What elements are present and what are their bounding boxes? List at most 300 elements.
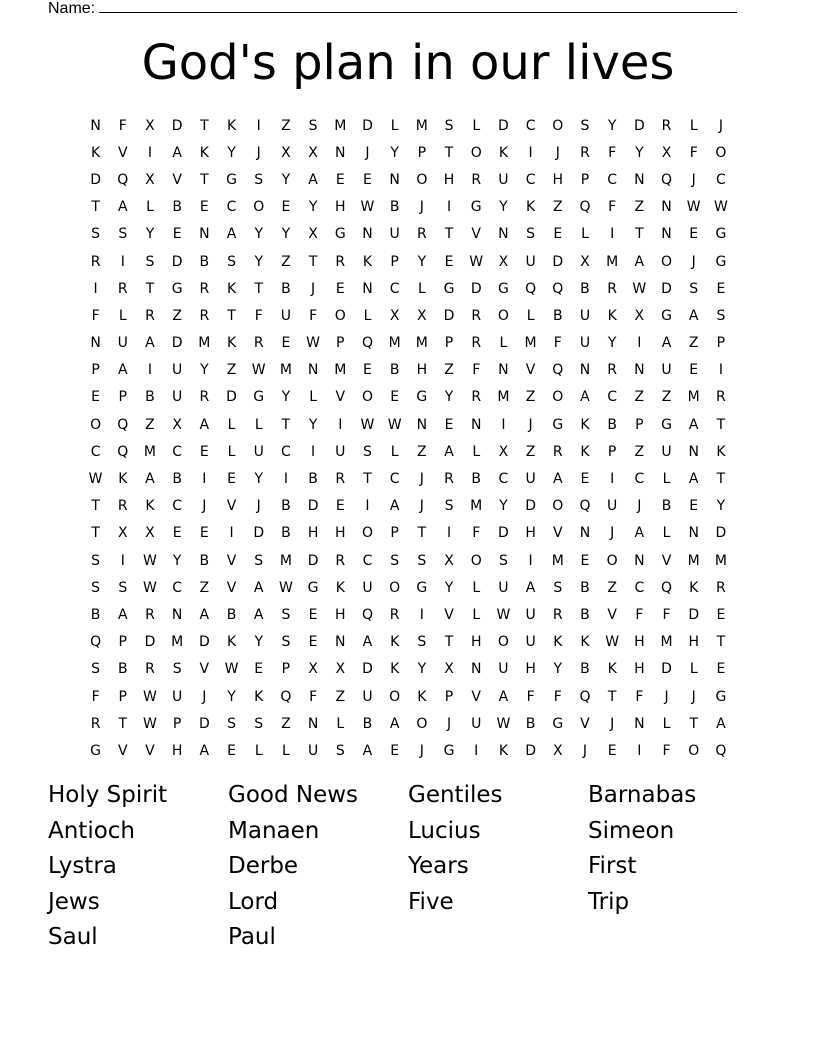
grid-letter: S [526,226,536,243]
grid-letter: K [362,253,373,270]
grid-letter: U [498,579,509,596]
grid-letter: O [470,552,482,569]
grid-letter: O [661,253,673,270]
grid-row [82,465,742,492]
grid-letter: E [689,498,699,515]
grid-row [82,737,742,764]
grid-letter: Q [552,362,564,379]
grid-letter: L [254,742,263,759]
grid-letter: V [607,606,617,623]
grid-row [82,601,742,628]
grid-letter: S [553,579,563,596]
grid-letter: U [525,606,536,623]
grid-letter: M [279,552,292,569]
grid-letter: X [145,117,155,134]
grid-letter: R [117,498,128,515]
grid-letter: K [498,742,508,759]
grid-letter: A [253,579,264,596]
grid-letter: B [145,389,155,406]
grid-letter: Z [417,443,427,460]
grid-letter: H [688,634,699,651]
grid-letter: N [362,226,373,243]
grid-letter: J [202,498,207,515]
grid-letter: I [229,525,234,542]
grid-letter: T [281,416,291,433]
grid-letter: T [716,416,726,433]
grid-letter: P [172,715,182,732]
grid-letter: Z [634,443,645,460]
grid-letter: N [335,144,346,161]
grid-letter: D [198,715,210,732]
grid-letter: M [334,362,347,379]
grid-letter: A [253,606,264,623]
grid-letter: A [117,199,128,216]
grid-letter: O [389,688,401,705]
grid-letter: M [606,253,619,270]
grid-letter: S [689,280,699,297]
grid-letter: L [689,117,698,134]
grid-letter: I [93,280,98,297]
grid-letter: T [444,226,454,243]
grid-letter: S [227,253,236,270]
grid-letter: T [91,498,100,515]
grid-letter: U [607,498,618,515]
grid-letter: S [363,443,372,460]
grid-letter: Y [553,661,563,678]
grid-letter: P [118,634,127,651]
grid-letter: I [718,362,723,379]
grid-letter: E [308,606,318,623]
grid-row [82,574,742,601]
grid-letter: A [498,688,509,705]
grid-letter: O [416,715,428,732]
grid-letter: L [309,389,317,406]
grid-letter: I [120,253,125,270]
grid-letter: K [498,144,508,161]
grid-letter: S [308,117,318,134]
grid-letter: U [579,307,591,324]
grid-letter: A [525,579,536,596]
grid-letter: F [254,307,263,324]
grid-letter: M [388,335,401,352]
grid-letter: C [172,498,183,515]
grid-row [82,330,742,357]
grid-letter: D [715,525,727,542]
grid-letter: H [171,742,183,759]
grid-letter: X [145,171,155,188]
grid-letter: Y [254,253,263,270]
grid-letter: H [443,171,455,188]
grid-letter: B [117,661,128,678]
grid-letter: K [607,661,617,678]
grid-letter: G [443,742,455,759]
grid-letter: M [470,498,483,515]
grid-letter: W [88,471,103,488]
grid-letter: M [334,117,347,134]
grid-letter: H [525,525,536,542]
grid-letter: J [691,171,696,188]
grid-letter: B [552,307,563,324]
grid-letter: F [662,742,671,759]
grid-letter: Y [444,389,454,406]
grid-letter: D [688,606,700,623]
grid-letter: R [335,552,346,569]
grid-letter: N [688,525,699,542]
grid-row [82,438,742,465]
grid-letter: R [199,307,210,324]
grid-letter: L [227,443,236,460]
grid-letter: W [387,416,402,433]
grid-letter: E [716,280,726,297]
grid-letter: V [552,525,563,542]
grid-letter: R [552,443,563,460]
grid-letter: B [281,525,291,542]
word-list-item: Good News [228,782,359,808]
grid-letter: I [147,362,153,379]
grid-letter: Q [579,688,591,705]
grid-letter: B [281,498,291,515]
grid-letter: E [91,389,101,406]
grid-letter: U [117,335,128,352]
grid-letter: V [117,742,128,759]
grid-letter: R [471,307,482,324]
grid-letter: T [308,253,318,270]
grid-letter: F [472,525,481,542]
grid-letter: R [471,171,482,188]
grid-letter: S [498,552,508,569]
grid-letter: C [389,471,400,488]
grid-letter: C [362,552,373,569]
grid-letter: E [227,471,236,488]
grid-letter: Q [361,606,373,623]
grid-letter: L [363,307,372,324]
grid-letter: N [498,362,509,379]
grid-letter: G [552,416,564,433]
grid-letter: T [254,280,263,297]
grid-letter: E [553,226,563,243]
grid-letter: R [90,715,101,732]
grid-letter: N [634,552,645,569]
grid-letter: S [417,634,427,651]
grid-letter: Y [145,226,155,243]
grid-letter: W [143,579,157,596]
grid-letter: I [501,416,506,433]
grid-letter: Y [499,199,508,216]
word-list-item: Gentiles [408,782,503,808]
grid-letter: L [662,525,671,542]
grid-letter: G [334,226,346,243]
grid-letter: I [446,525,452,542]
grid-letter: Z [335,688,346,705]
grid-letter: A [362,634,373,651]
grid-letter: B [226,606,237,623]
grid-letter: W [605,634,620,651]
grid-letter: Y [227,144,236,161]
grid-letter: R [661,117,672,134]
letter-grid [82,112,742,765]
grid-letter: V [199,661,210,678]
grid-letter: A [145,335,155,352]
grid-letter: D [470,280,482,297]
grid-letter: J [691,688,696,705]
grid-letter: L [472,606,481,623]
grid-letter: K [580,416,590,433]
grid-letter: I [637,335,642,352]
grid-letter: Y [444,579,454,596]
grid-letter: A [389,498,400,515]
grid-letter: P [118,688,127,705]
grid-letter: L [581,226,589,243]
grid-letter: P [390,253,399,270]
grid-letter: S [227,715,236,732]
grid-letter: V [226,498,237,515]
grid-letter: K [254,688,264,705]
grid-letter: Y [390,144,399,161]
grid-row [82,194,742,221]
grid-letter: O [470,144,482,161]
grid-letter: J [311,280,316,297]
grid-letter: O [90,416,102,433]
grid-letter: L [472,579,481,596]
grid-letter: Y [281,226,291,243]
grid-letter: M [687,389,700,406]
grid-letter: V [471,226,481,243]
grid-letter: U [389,226,400,243]
grid-letter: F [608,144,617,161]
grid-letter: Q [525,280,537,297]
grid-row [82,629,742,656]
grid-letter: N [90,335,101,352]
grid-letter: U [579,335,591,352]
grid-letter: A [634,253,645,270]
grid-letter: U [362,688,373,705]
grid-letter: L [526,307,535,324]
grid-letter: P [118,389,127,406]
grid-letter: V [172,171,182,188]
grid-letter: N [661,226,672,243]
grid-letter: L [417,280,426,297]
grid-letter: G [416,579,428,596]
grid-letter: T [118,715,128,732]
grid-row [82,166,742,193]
grid-letter: R [716,389,726,406]
grid-letter: J [365,144,370,161]
grid-letter: Z [552,199,563,216]
grid-letter: Z [226,362,237,379]
grid-letter: Q [117,171,129,188]
grid-letter: S [91,226,101,243]
grid-letter: W [143,715,157,732]
grid-letter: I [365,498,370,515]
grid-letter: M [279,362,292,379]
grid-letter: A [117,606,128,623]
grid-letter: N [661,199,672,216]
grid-letter: F [608,199,617,216]
grid-letter: S [254,171,264,188]
grid-letter: B [471,471,482,488]
grid-letter: T [91,525,100,542]
grid-letter: V [226,552,237,569]
word-list-item: Paul [228,924,276,951]
grid-letter: E [227,742,236,759]
grid-letter: P [336,335,345,352]
grid-letter: H [634,634,645,651]
grid-letter: N [335,634,346,651]
word-list-item: Manaen [228,817,320,844]
grid-letter: N [199,226,210,243]
grid-letter: D [498,117,509,134]
grid-letter: F [309,307,318,324]
grid-letter: J [419,199,424,216]
grid-letter: U [471,715,482,732]
grid-letter: U [498,661,509,678]
grid-row [82,221,742,248]
grid-letter: U [253,443,264,460]
grid-letter: B [580,606,590,623]
grid-letter: D [661,280,672,297]
grid-letter: X [444,661,454,678]
grid-letter: O [334,307,346,324]
grid-letter: F [553,335,562,352]
grid-letter: R [416,226,427,243]
grid-letter: X [417,307,427,324]
grid-letter: C [172,579,183,596]
grid-letter: S [444,498,454,515]
grid-letter: R [471,389,482,406]
grid-letter: I [283,471,288,488]
grid-row [82,411,742,438]
grid-letter: B [172,199,182,216]
grid-letter: N [470,661,482,678]
grid-letter: W [360,199,375,216]
grid-letter: X [145,525,155,542]
grid-letter: X [498,443,509,460]
word-list-item: Years [408,853,469,880]
grid-letter: B [607,416,617,433]
grid-letter: X [281,144,291,161]
grid-letter: D [90,171,101,188]
grid-letter: A [688,471,699,488]
grid-letter: K [580,634,590,651]
grid-letter: W [251,362,266,379]
grid-letter: Y [308,199,318,216]
grid-letter: U [172,362,183,379]
grid-letter: Y [499,498,508,515]
grid-row [82,384,742,411]
grid-letter: D [171,253,183,270]
grid-letter: P [417,144,427,161]
grid-letter: Y [417,661,427,678]
grid-letter: H [525,661,536,678]
grid-letter: B [389,362,400,379]
grid-letter: X [444,552,454,569]
grid-row [82,112,742,139]
grid-letter: X [335,661,346,678]
grid-letter: H [335,199,346,216]
grid-letter: K [199,144,209,161]
grid-letter: R [199,280,210,297]
grid-letter: E [281,335,291,352]
grid-letter: C [607,171,618,188]
grid-letter: E [716,606,726,623]
grid-letter: H [307,525,319,542]
grid-letter: T [200,117,209,134]
grid-letter: M [415,335,428,352]
grid-letter: F [553,688,562,705]
grid-letter: Q [715,742,727,759]
grid-letter: N [634,715,645,732]
word-list-item: Trip [588,888,630,915]
grid-letter: Q [661,171,673,188]
grid-letter: E [254,661,264,678]
grid-letter: X [389,307,400,324]
grid-letter: A [145,471,155,488]
grid-letter: N [307,715,319,732]
grid-row [82,493,742,520]
grid-letter: P [607,443,617,460]
grid-letter: A [716,715,726,732]
grid-letter: J [419,742,424,759]
grid-row [82,139,742,166]
grid-letter: G [661,307,672,324]
grid-letter: X [308,661,318,678]
grid-letter: J [691,253,696,270]
grid-letter: L [146,199,154,216]
grid-letter: C [90,443,101,460]
grid-letter: P [635,416,644,433]
grid-letter: K [91,144,101,161]
grid-letter: S [91,661,101,678]
grid-letter: O [552,498,564,515]
grid-letter: G [715,226,727,243]
grid-letter: F [91,688,100,705]
grid-letter: Y [254,634,263,651]
grid-letter: N [579,362,591,379]
grid-letter: G [90,742,102,759]
grid-letter: A [199,606,210,623]
grid-letter: E [335,280,345,297]
grid-letter: Y [254,226,263,243]
grid-letter: D [552,253,564,270]
word-list-item: Five [408,888,454,915]
grid-letter: C [716,171,726,188]
grid-letter: A [444,443,454,460]
grid-letter: K [553,634,563,651]
grid-letter: F [689,144,698,161]
grid-letter: T [607,688,617,705]
grid-letter: O [361,389,373,406]
grid-letter: F [635,606,644,623]
grid-letter: B [525,715,536,732]
grid-letter: M [660,634,673,651]
grid-letter: Q [117,443,129,460]
name-label: Name: [48,0,96,17]
grid-letter: X [117,525,128,542]
grid-letter: G [226,171,237,188]
grid-letter: G [497,280,509,297]
grid-letter: O [416,171,428,188]
grid-letter: E [580,552,590,569]
grid-letter: K [226,335,237,352]
grid-letter: Z [525,389,536,406]
grid-letter: G [552,715,564,732]
grid-letter: W [686,199,701,216]
grid-letter: A [389,715,400,732]
grid-letter: H [634,661,645,678]
grid-letter: D [525,742,536,759]
grid-letter: R [145,606,155,623]
grid-letter: T [689,715,698,732]
